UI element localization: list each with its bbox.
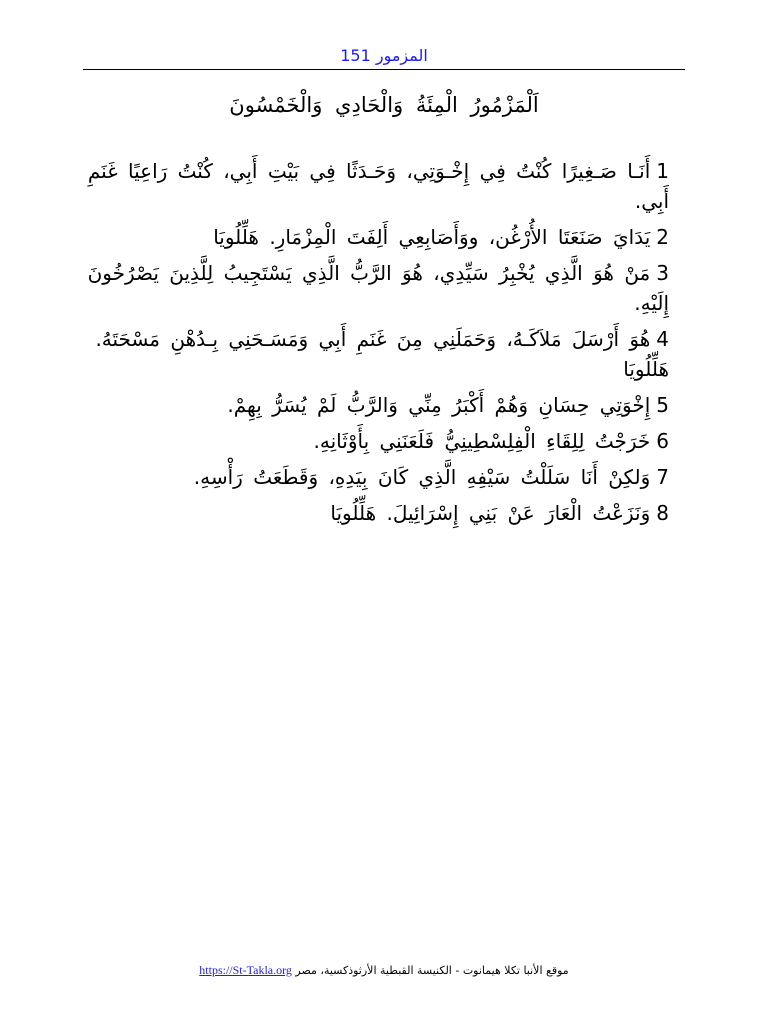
verse xyxy=(83,258,685,318)
verse xyxy=(83,222,685,252)
verse xyxy=(83,426,685,456)
verse-text: يَدَايَ صَنَعَتَا الأُرْغُن، ووَأَصَابِعِي أَلِفَتَ الْمِزْمَارِ. هَلِّلُويَا xyxy=(213,225,651,249)
verse xyxy=(83,390,685,420)
verse-number: 7 xyxy=(656,465,669,489)
verse-text: إِخْوَتِي حِسَانِ وَهُمْ أَكْبَرُ مِنِّي وَالرَّبُّ لَمْ يُسَرُّ بِهِمْ. xyxy=(227,393,651,417)
page-footer xyxy=(83,962,685,979)
verse xyxy=(83,156,685,216)
verse-text: وَنَزَعْتُ الْعَارَ عَنْ بَنِي إِسْرَائِيلَ. هَلِّلُويَا xyxy=(330,501,651,525)
running-title: المزمور 151 xyxy=(340,46,428,65)
verse-number: 2 xyxy=(656,225,669,249)
verse-text: خَرَجْتُ لِلِقَاءِ الْفِلِسْطِينِيُّ فَلَعَنَنِي بِأَوْثَانِهِ. xyxy=(313,429,651,453)
verse-text: وَلكِنْ أَنَا سَلَلْتُ سَيْفِهِ الَّذِي كَانَ بِيَدِهِ، وَقَطَعَتُ رَأْسِهِ. xyxy=(193,465,651,489)
running-header xyxy=(83,44,685,68)
psalm-title: اَلْمَزْمُورُ الْمِئَةُ وَالْحَادِي وَالْخَمْسُونَ xyxy=(229,93,539,117)
verse-number: 5 xyxy=(656,393,669,417)
verse-text: مَنْ هُوَ الَّذِي يُخْبِرُ سَيِّدِي، هُوَ الرَّبُّ الَّذِي يَسْتَجِيبُ لِلَّذِينَ يَصْرُخُونَ إِلَيْهِ. xyxy=(87,261,669,315)
verse-number: 8 xyxy=(656,501,669,525)
verse xyxy=(83,498,685,528)
footer-link[interactable]: https://St-Takla.org xyxy=(199,963,292,977)
verse-number: 1 xyxy=(656,159,669,183)
verse-text: هُوَ أَرْسَلَ مَلاَكَـهُ، وَحَمَلَنِي مِنَ غَنَمِ أَبِي وَمَسَـحَنِي بِـدُهْنِ مَسْحَتَهُ. هَلِّلُويَا xyxy=(95,327,669,381)
verse-number: 6 xyxy=(656,429,669,453)
verse xyxy=(83,462,685,492)
verse-text: أَنَـا صَـغِيرًا كُنْتُ فِي إِخْـوَتِي، وَحَـدَثًا فِي بَيْتِ أَبِي، كُنْتُ رَاعِيًا غَنَمِ أَبِي. xyxy=(87,159,669,213)
footer-text: موقع الأنبا تكلا هيمانوت - الكنيسة القبطية الأرثوذكسية، مصر xyxy=(295,964,569,977)
verse-list xyxy=(83,156,685,534)
verse-number: 3 xyxy=(656,261,669,285)
verse xyxy=(83,324,685,384)
verse-number: 4 xyxy=(656,327,669,351)
header-divider xyxy=(83,69,685,70)
